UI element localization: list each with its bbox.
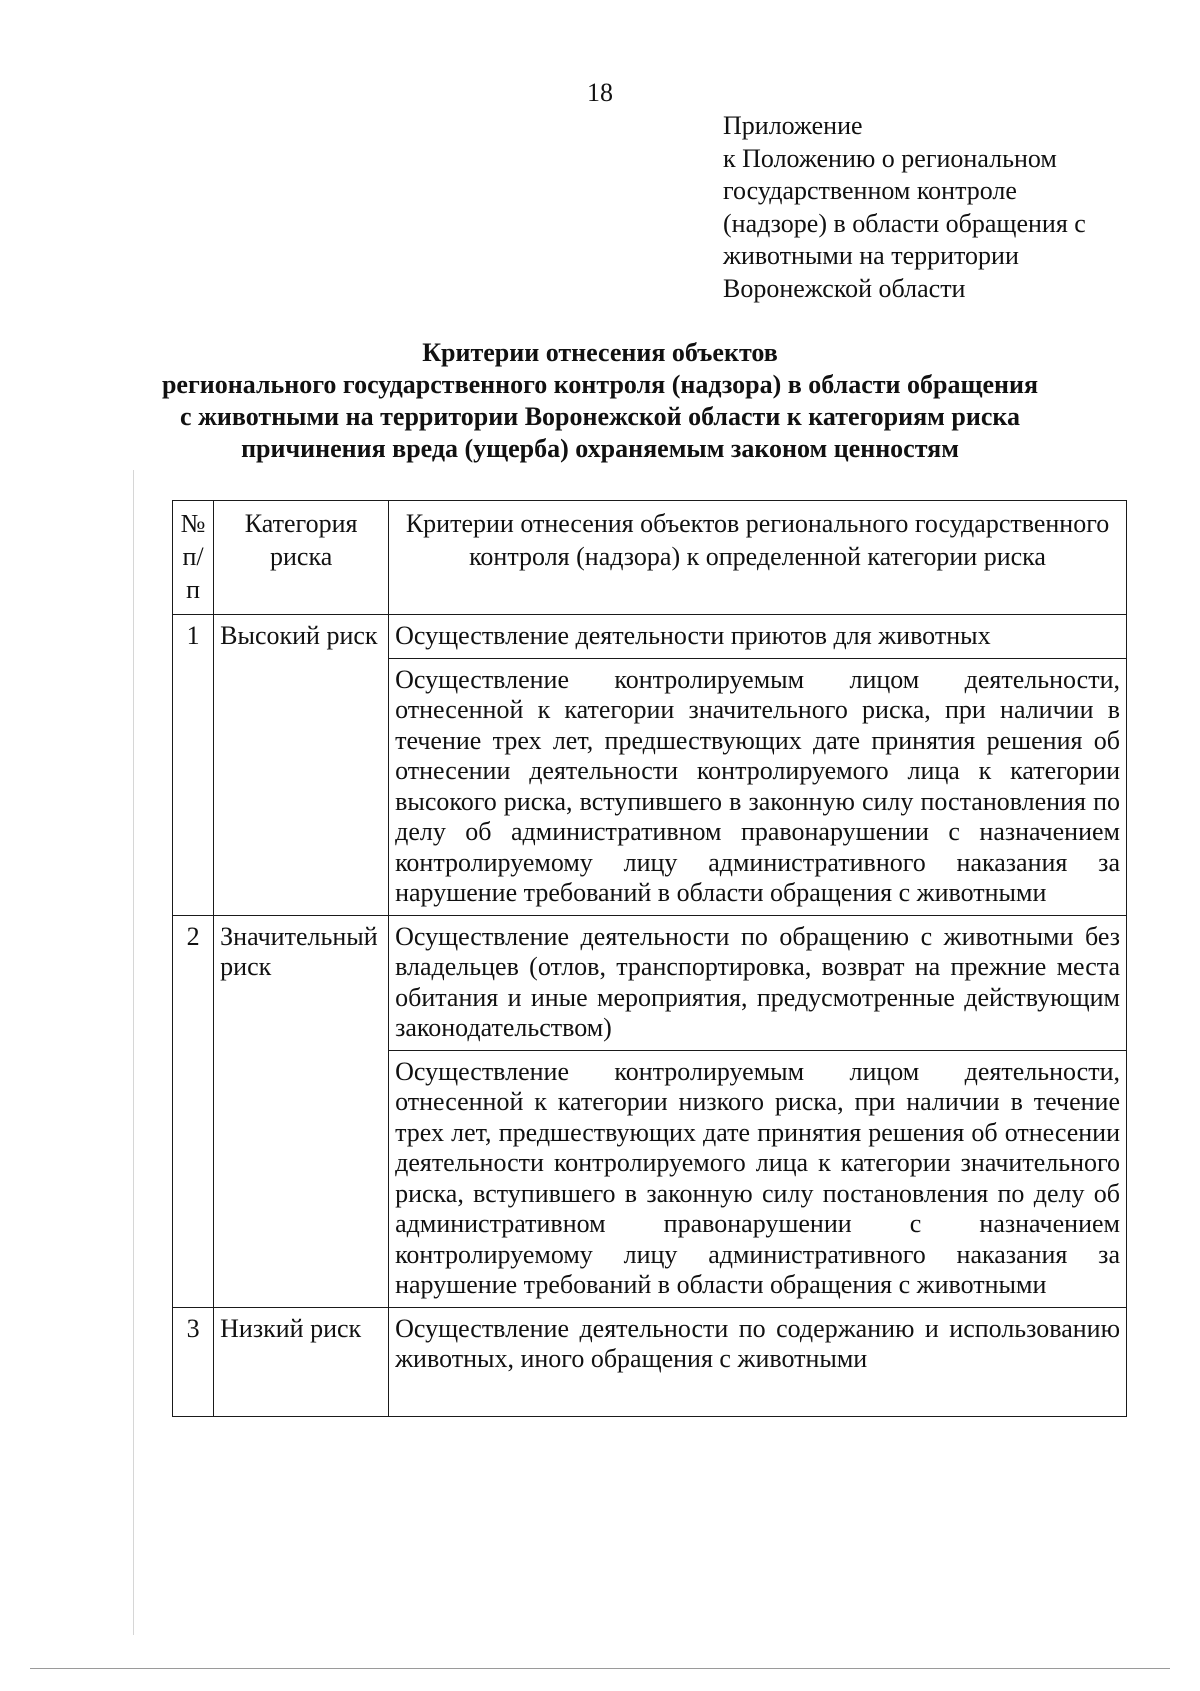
table-row	[173, 615, 1127, 659]
appendix-line: Приложение	[723, 111, 863, 140]
header-category: Категория риска	[214, 501, 389, 615]
document-title	[0, 337, 1200, 465]
table-header-row	[173, 501, 1127, 615]
table-row	[173, 915, 1127, 1050]
row-criterion: Осуществление контролируемым лицом деятельности, отнесенной к категории низкого риска, при наличии в течение трех лет, предшествующих дате принятия решения об отнесении деятельности контролируемого лица к категории значительного риска, вступившего в законную силу постановления по делу об административном правонарушении с назначением контролируемому лицу административного наказания за нарушение требований в области обращения с животными	[389, 1050, 1127, 1307]
page-number: 18	[587, 78, 613, 107]
appendix-line: к Положению о региональном	[723, 143, 1057, 173]
title-line: причинения вреда (ущерба) охраняемым законом ценностям	[241, 434, 959, 463]
title-line: Критерии отнесения объектов	[422, 338, 778, 367]
scan-bottom-line	[30, 1668, 1170, 1669]
appendix-line: животными на территории	[723, 241, 1019, 270]
row-category: Значительный риск	[214, 915, 389, 1307]
scan-margin-line	[133, 470, 134, 1635]
table-row	[173, 1307, 1127, 1416]
row-criterion: Осуществление деятельности по обращению с животными без владельцев (отлов, транспортировка, возврат на прежние места обитания и иные мероприятия, предусмотренные действующим законодательством)	[389, 915, 1127, 1050]
row-number: 3	[173, 1307, 214, 1416]
row-number: 2	[173, 915, 214, 1307]
appendix-line: Воронежской области	[723, 273, 966, 303]
header-criteria: Критерии отнесения объектов регионального государственного контроля (надзора) к определенной категории риска	[389, 501, 1127, 615]
row-number: 1	[173, 615, 214, 916]
row-criterion: Осуществление деятельности по содержанию и использованию животных, иного обращения с животными	[389, 1307, 1127, 1416]
risk-criteria-table	[172, 500, 1127, 1417]
appendix-line: (надзоре) в области обращения с	[723, 208, 1086, 238]
row-category: Высокий риск	[214, 615, 389, 916]
row-criterion: Осуществление деятельности приютов для животных	[389, 615, 1127, 659]
appendix-line: государственном контроле	[723, 176, 1017, 205]
title-line: с животными на территории Воронежской области к категориям риска	[180, 402, 1020, 431]
row-criterion: Осуществление контролируемым лицом деятельности, отнесенной к категории значительного риска, при наличии в течение трех лет, предшествующих дате принятия решения об отнесении деятельности контролируемого лица к категории высокого риска, вступившего в законную силу постановления по делу об административном правонарушении с назначением контролируемому лицу административного наказания за нарушение требований в области обращения с животными	[389, 658, 1127, 915]
row-category: Низкий риск	[214, 1307, 389, 1416]
appendix-block	[723, 110, 1163, 305]
header-number: № п/п	[173, 501, 214, 615]
title-line: регионального государственного контроля (надзора) в области обращения	[161, 370, 1039, 399]
